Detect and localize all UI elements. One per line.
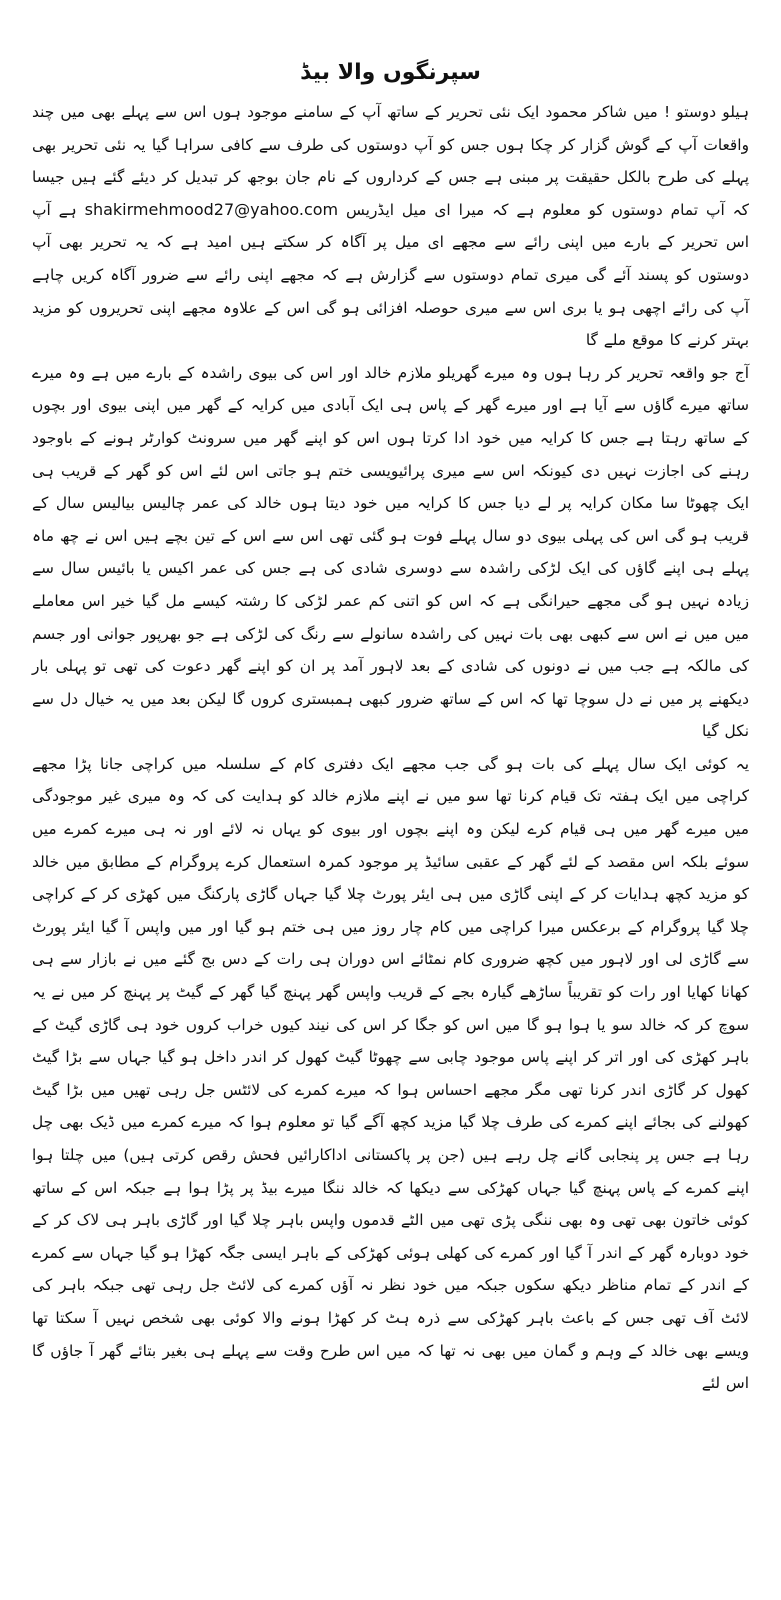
- story-paragraph-1: آج جو واقعہ تحریر کر رہا ہوں وہ میرے گھریلو ملازم خالد اور اس کی بیوی راشدہ کے بارے میں ہے وہ میرے ساتھ میرے گاؤں سے آیا ہے اور میرے گھر کے پاس ہی ایک آبادی میں کرایہ کے گھر میں اپنی بیوی اور بچوں کے ساتھ رہتا ہے جس کا کرایہ میں خود ادا کرتا ہوں اس کو اپنے گھر میں سرونٹ کوارٹر ہونے کے باوجود رہنے کی اجازت نہیں دی کیونکہ اس سے میری پرائیویسی ختم ہو جاتی اس لئے اس کو گھر کے قریب ہی ایک چھوٹا سا مکان کرایہ پر لے دیا جس کا کرایہ میں خود دیتا ہوں خالد کی عمر چالیس بیالیس سال کے قریب ہو گی اس کی پہلی بیوی دو سال پہلے فوت ہو گئی تھی اس سے اس کے تین بچے ہیں اس نے چھ ماہ پہلے ہی اپنے گاؤں کی ایک لڑکی راشدہ سے دوسری شادی کی ہے جس کی عمر اکیس یا بائیس سال سے زیادہ نہیں ہو گی مجھے حیرانگی ہے کہ اس کو اتنی کم عمر لڑکی کا رشتہ کیسے مل گیا خیر اس معاملے میں میں نے اس سے کبھی بھی بات نہیں کی راشدہ سانولے سے رنگ کی لڑکی ہے جو بھرپور جوانی اور جسم کی مالکہ ہے جب میں نے دونوں کی شادی کے بعد لاہور آمد پر ان کو اپنے گھر دعوت کی تھی تو پہلی بار دیکھنے پر میں نے دل سوچا تھا کہ اس کے ساتھ ضرور کبھی ہمبستری کروں گا لیکن بعد میں یہ خیال دل سے نکل گیا: [32, 363, 749, 741]
- intro-paragraph: [32, 96, 749, 357]
- story-paragraph-2: یہ کوئی ایک سال پہلے کی بات ہو گی جب مجھے ایک دفتری کام کے سلسلہ میں کراچی جانا پڑا مجھے کراچی میں ایک ہفتہ تک قیام کرنا تھا سو میں نے اپنے ملازم خالد کو ہدایت کی کہ وہ میری غیر موجودگی میں میرے گھر میں ہی قیام کرے لیکن وہ اپنے بچوں اور بیوی کو یہاں نہ لائے اور نہ ہی میرے کمرے میں سوئے بلکہ اس مقصد کے لئے گھر کے عقبی سائیڈ پر موجود کمرہ استعمال کرے پروگرام کے مطابق میں خالد کو مزید کچھ ہدایات کر کے اپنی گاڑی میں ہی ایئر پورٹ چلا گیا جہاں گاڑی پارکنگ میں کھڑی کر کے کراچی چلا گیا پروگرام کے برعکس میرا کراچی میں کام چار روز میں ہی ختم ہو گیا اور میں واپس آ گیا ایئر پورٹ سے گاڑی لی اور لاہور میں کچھ ضروری کام نمٹائے اس دوران ہی رات کے دس بج گئے میں نے بازار سے ہی کھانا کھایا اور رات کو تقریباً ساڑھے گیارہ بجے کے قریب واپس گھر پہنچ گیا گھر کے گیٹ پر پہنچ کر میں نے یہ سوچ کر کہ خالد سو یا ہوا ہو گا میں اس کو جگا کر اس کی نیند کیوں خراب کروں خود ہی گاڑی گیٹ کے باہر کھڑی کی اور اتر کر اپنے پاس موجود چابی سے چھوٹا گیٹ کھول کر اندر داخل ہو گیا جہاں سے بڑا گیٹ کھول کر گاڑی اندر کرنا تھی مگر مجھے احساس ہوا کہ میرے کمرے کی لائٹس جل رہی تھیں میں بڑا گیٹ کھولنے کی بجائے اپنے کمرے کی طرف چلا گیا مزید کچھ آگے گیا تو معلوم ہوا کہ میرے کمرے میں ڈیک بھی چل رہا ہے جس پر پنجابی گانے چل رہے ہیں (جن پر پاکستانی اداکارائیں فحش رقص کرتی ہیں) میں چلتا ہوا اپنے کمرے کے پاس پہنچ گیا جہاں کھڑکی سے دیکھا کہ خالد ننگا میرے بیڈ پر پڑا ہوا ہے جبکہ اس کے ساتھ کوئی خاتون بھی تھی وہ بھی ننگی پڑی تھی میں الٹے قدموں واپس باہر چلا گیا اور گاڑی باہر ہی لاک کر کے خود دوبارہ گھر کے اندر آ گیا اور کمرے کی کھلی ہوئی کھڑکی کے باہر ایسی جگہ کھڑا ہو گیا جہاں سے کمرے کے اندر کے تمام مناظر دیکھ سکوں جبکہ میں خود نظر نہ آؤں کمرے کی لائٹ جل رہی تھی جبکہ باہر کی لائٹ آف تھی جس کے باعث باہر کھڑکی سے ذرہ ہٹ کر کھڑا ہونے والا کوئی بھی شخص نہیں آ سکتا تھا ویسے بھی خالد کے وہم و گمان میں بھی نہ تھا کہ میں اس طرح وقت سے پہلے ہی بغیر بتائے گھر آ جاؤں گا اس لئے: [32, 754, 749, 1393]
- intro-text-before-email: ہیلو دوستو ! میں شاکر محمود ایک نئی تحریر کے ساتھ آپ کے سامنے موجود ہوں اس سے پہلے بھی میں چند واقعات آپ کے گوش گزار کر چکا ہوں جس کو آپ دوستوں کی طرف سے کافی سراہا گیا یہ نئی تحریر بھی پہلے کی طرح بالکل حقیقت پر مبنی ہے جس کے کرداروں کے نام جان بوجھ کر تبدیل کر دیئے گئے ہیں جیسا کہ آپ تمام دوستوں کو معلوم ہے کہ میرا ای میل ایڈریس: [32, 103, 749, 219]
- author-email: shakirmehmood27@yahoo.com: [84, 199, 339, 219]
- story-title: سپرنگوں والا بیڈ: [300, 60, 481, 85]
- intro-text-after-email: ہے آپ اس تحریر کے بارے میں اپنی رائے سے مجھے ای میل پر آگاہ کر سکتے ہیں امید ہے کہ یہ تحریر بھی آپ دوستوں کو پسند آئے گی میری تمام دوستوں سے گزارش ہے کہ مجھے اپنی رائے سے ضرور آگاہ کریں چاہے آپ کی رائے اچھی ہو یا بری اس سے میری حوصلہ افزائی ہو گی اس کے علاوہ مجھے اپنی تحریروں کو مزید بہتر کرنے کا موقع ملے گا: [32, 200, 749, 350]
